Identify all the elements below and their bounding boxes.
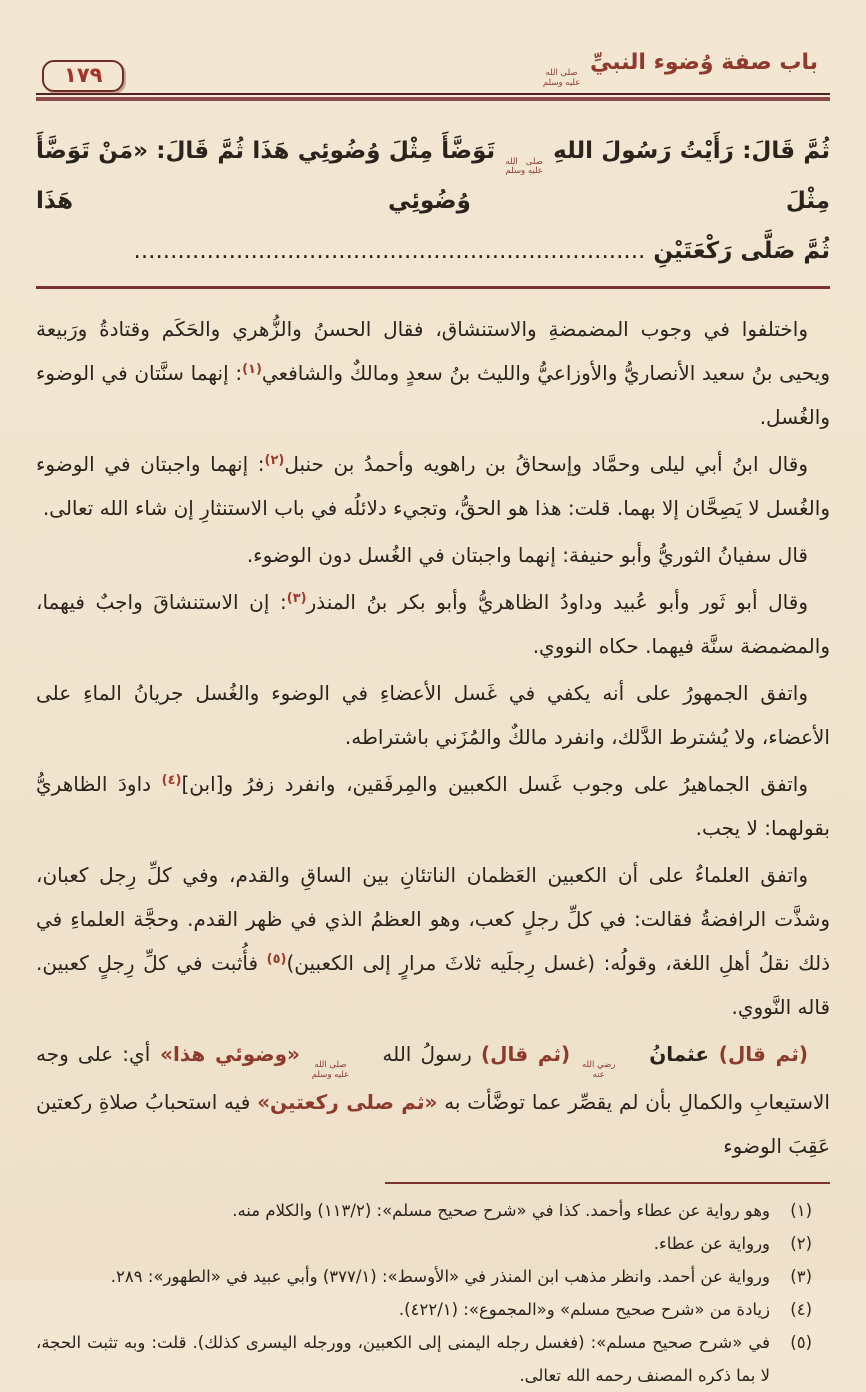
saw-honorific-icon: صلى الله عليه وسلم	[505, 156, 543, 177]
footnote-text: ورواية عن أحمد. وانظر مذهب ابن المنذر في «الأوسط»: (٣٧٧/١) وأبي عبيد في «الطهور»: ٢٨٩.	[110, 1267, 770, 1287]
chapter-title	[541, 50, 818, 89]
footnote-text: وهو رواية عن عطاء وأحمد. كذا في «شرح صحيح مسلم»: (١١٣/٢) والكلام منه.	[232, 1201, 770, 1221]
footnote-number: (١)	[790, 1201, 812, 1221]
chapter-title-text: باب صفة وُضوء النبيِّ	[589, 50, 818, 75]
footnote-ref-4: (٤)	[161, 772, 182, 788]
footnote-1	[36, 1194, 830, 1227]
commentary-paragraph-2: وقال ابنُ أبي ليلى وحمَّاد وإسحاقُ بن راهويه وأحمدُ بن حنبل$^{(٢)}$: إنهما واجبتان في الوضوء والغُسل لا يَصِحَّان إلا بهما. قلت: هذا هو الحقُّ، وتجيء دلائلُه في باب الاستنثارِ إن شاء الله تعالى.	[36, 451, 830, 520]
footnote-text: ورواية عن عطاء.	[653, 1234, 770, 1254]
footnote-text: زيادة من «شرح صحيح مسلم» و«المجموع»: (٤٢٢/١).	[398, 1300, 770, 1320]
footnote-4	[36, 1293, 830, 1326]
commentary-paragraph-5: واتفق الجمهورُ على أنه يكفي في غَسل الأعضاءِ في الوضوء والغُسل جريانُ الماءِ على الأعضاء، ولا يُشترط الدَّلك، وانفرد مالكٌ والمُزَني باشتراطه.	[36, 680, 830, 749]
footnote-2	[36, 1227, 830, 1260]
matn-divider	[36, 286, 830, 289]
commentary-paragraph-7: واتفق العلماءُ على أن الكعبين العَظمان الناتئانِ بين الساقِ والقدم، وفي كلِّ رِجل كعبان، وشذَّت الرافضةُ فقالت: في كلِّ رجلٍ كعب، وهو العظمُ الذي في ظهر القدم. وحجَّة العلماءِ في ذلك نقلُ أهلِ اللغة، وقولُه: (غسل رِجلَيه ثلاثَ مرارٍ إلى الكعبين)$^{(٥)}$ فأُثبت في كلِّ رِجلٍ كعبين. قاله النَّووي.	[36, 862, 830, 1019]
footnote-divider	[385, 1182, 830, 1184]
footnote-number: (٢)	[790, 1234, 812, 1254]
footnote-ref-1: (١)	[242, 361, 262, 377]
header-divider	[36, 93, 830, 101]
page-number: ١٧٩	[64, 62, 103, 87]
matn-line-2: ثُمَّ صَلَّى رَكْعَتَيْنِ ......................................................................	[133, 237, 830, 264]
footnote-number: (٣)	[790, 1267, 812, 1287]
page-header	[36, 50, 830, 93]
commentary-paragraph-3: قال سفيانُ الثوريُّ وأبو حنيفة: إنهما واجبتان في الغُسل دون الوضوء.	[246, 542, 808, 567]
page-number-badge	[42, 60, 124, 92]
footnote-ref-2: (٢)	[264, 452, 285, 468]
ra-honorific-icon: رضي الله عنه	[581, 1059, 616, 1080]
matn-line-1: ثُمَّ قَالَ: رَأَيْتُ رَسُولَ اللهِ صلى الله عليه وسلم تَوَضَّأَ مِثْلَ وُضُوئِي هَذَا ثُمَّ قَالَ: «مَنْ تَوَضَّأَ مِثْلَ وُضُوئِي هَذَا	[36, 137, 830, 215]
hadith-matn	[36, 127, 830, 276]
footnote-ref-5: (٥)	[266, 951, 287, 967]
commentary-paragraph-8: (ثم قال) عثمانُ رضي الله عنه (ثم قال) رسولُ الله صلى الله عليه وسلم «وضوئي هذا» أي: على وجه الاستيعابِ والكمالِ بأن لم يقصِّر عما توضَّأت به «ثم صلى ركعتين» فيه استحبابُ صلاةِ ركعتين عَقِبَ الوضوء	[36, 1041, 830, 1159]
footnote-text: في «شرح صحيح مسلم»: (فغسل رجله اليمنى إلى الكعبين، وورجله اليسرى كذلك). قلت: وبه تثبت الحجة، لا بما ذكره المصنف رحمه الله تعالى.	[36, 1333, 770, 1386]
footnote-5	[36, 1326, 830, 1392]
saw-honorific-icon: صلى الله عليه وسلم	[311, 1059, 350, 1080]
footnote-ref-3: (٣)	[286, 590, 307, 606]
footnote-number: (٤)	[790, 1300, 812, 1320]
commentary-section	[36, 307, 830, 1169]
commentary-paragraph-4: وقال أبو ثَور وأبو عُبيد وداودُ الظاهريُّ وأبو بكر بنُ المنذر$^{(٣)}$: إن الاستنشاقَ واجبٌ فيهما، والمضمضة سنَّة فيهما. حكاه النووي.	[36, 589, 830, 658]
footnotes-section	[36, 1194, 830, 1392]
commentary-paragraph-1: واختلفوا في وجوب المضمضةِ والاستنشاق، فقال الحسنُ والزُّهري والحَكَم وقتادةُ ورَبيعة ويحيى بنُ سعيد الأنصاريُّ والأوزاعيُّ والليث بنُ سعدٍ ومالكٌ والشافعي$^{(١)}$: إنهما سنَّتان في الوضوء والغُسل.	[36, 316, 830, 429]
footnote-number: (٥)	[790, 1333, 812, 1353]
footnote-3	[36, 1260, 830, 1293]
ellipsis-dots: ......................................................................	[133, 237, 646, 264]
saw-honorific-icon: صلى الله عليه وسلم	[542, 68, 581, 88]
commentary-paragraph-6: واتفق الجماهيرُ على وجوب غَسل الكعبين والمِرفَقين، وانفرد زفرُ و[ابن]$^{(٤)}$ داودَ الظاهريُّ بقولهما: لا يجب.	[36, 771, 830, 840]
